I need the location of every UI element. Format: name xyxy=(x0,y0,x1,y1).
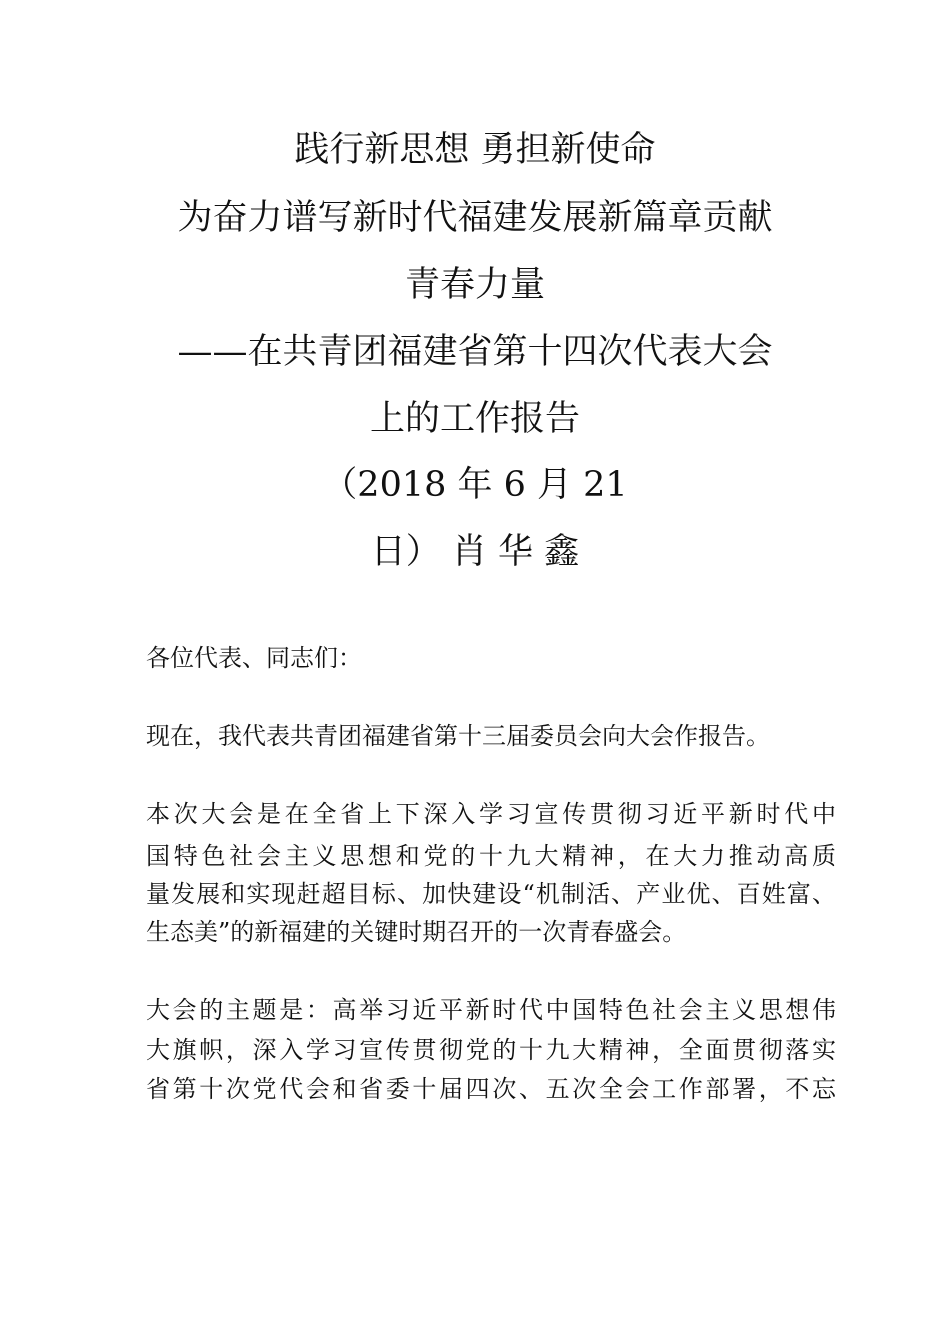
paragraph-3-line-3: 省第十次党代会和省委十届四次、五次全会工作部署，不忘 xyxy=(146,1075,836,1103)
date-line: （2018 年 6 月 21 xyxy=(322,465,628,505)
title-line-1: 践行新思想 勇担新使命 xyxy=(294,130,656,170)
paragraph-3-line-2: 大旗帜，深入学习宣传贯彻党的十九大精神，全面贯彻落实 xyxy=(146,1036,836,1064)
paragraph-3-line-1: 大会的主题是：高举习近平新时代中国特色社会主义思想伟 xyxy=(146,996,836,1024)
paragraph-2-line-1: 本次大会是在全省上下深入学习宣传贯彻习近平新时代中 xyxy=(146,800,836,828)
paragraph-2-line-3: 量发展和实现赶超目标、加快建设“机制活、产业优、百姓富、 xyxy=(146,880,836,908)
salutation: 各位代表、同志们： xyxy=(146,644,362,672)
title-line-2: 为奋力谱写新时代福建发展新篇章贡献 xyxy=(177,198,773,238)
author-line: 日） 肖 华 鑫 xyxy=(370,532,580,572)
subtitle-line-2: 上的工作报告 xyxy=(369,399,580,439)
subtitle-line-1: ——在共青团福建省第十四次代表大会 xyxy=(177,332,773,372)
paragraph-1: 现在，我代表共青团福建省第十三届委员会向大会作报告。 xyxy=(146,722,770,750)
paragraph-2-line-4: 生态美”的新福建的关键时期召开的一次青春盛会。 xyxy=(146,918,687,946)
title-line-3: 青春力量 xyxy=(404,265,545,305)
paragraph-2-line-2: 国特色社会主义思想和党的十九大精神，在大力推动高质 xyxy=(146,842,836,870)
